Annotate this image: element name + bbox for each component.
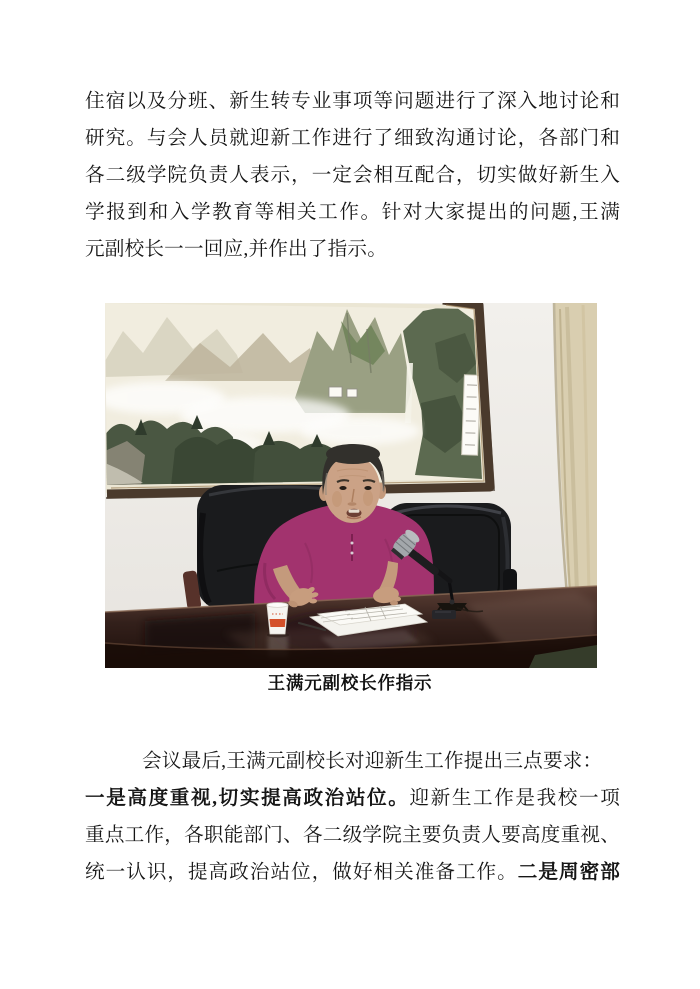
- line-rest: 统一认识，提高政治站位，做好相关准备工作。: [85, 862, 518, 883]
- paragraph-line: 住宿以及分班、新生转专业事项等问题进行了深入地讨论和: [85, 91, 620, 112]
- landscape-painting: [105, 303, 494, 498]
- phone: [432, 610, 456, 619]
- meeting-photo: [105, 303, 597, 668]
- paragraph-bottom: [85, 743, 620, 891]
- wall-label: [462, 375, 481, 456]
- paragraph-line: [85, 780, 620, 817]
- paragraph-line: 会议最后,王满元副校长对迎新生工作提出三点要求：: [142, 751, 603, 772]
- paragraph-line: 学报到和入学教育等相关工作。针对大家提出的问题,王满: [85, 202, 620, 223]
- line-rest: 迎新生工作是我校一项: [409, 788, 620, 809]
- paragraph-line: 各二级学院负责人表示，一定会相互配合，切实做好新生入: [85, 165, 620, 186]
- paragraph-line: 研究。与会人员就迎新工作进行了细致沟通讨论，各部门和: [85, 128, 620, 149]
- paragraph-line: 重点工作，各职能部门、各二级学院主要负责人要高度重视、: [85, 825, 620, 846]
- photo-caption: 王满元副校长作指示: [267, 673, 433, 693]
- bold-requirement-1: 一是高度重视,切实提高政治站位。: [85, 788, 410, 809]
- paragraph-line: 元副校长一一回应,并作出了指示。: [85, 239, 388, 260]
- bold-requirement-2: 二是周密部: [517, 862, 621, 883]
- paragraph-line: [85, 854, 620, 891]
- paragraph-top: [85, 83, 620, 268]
